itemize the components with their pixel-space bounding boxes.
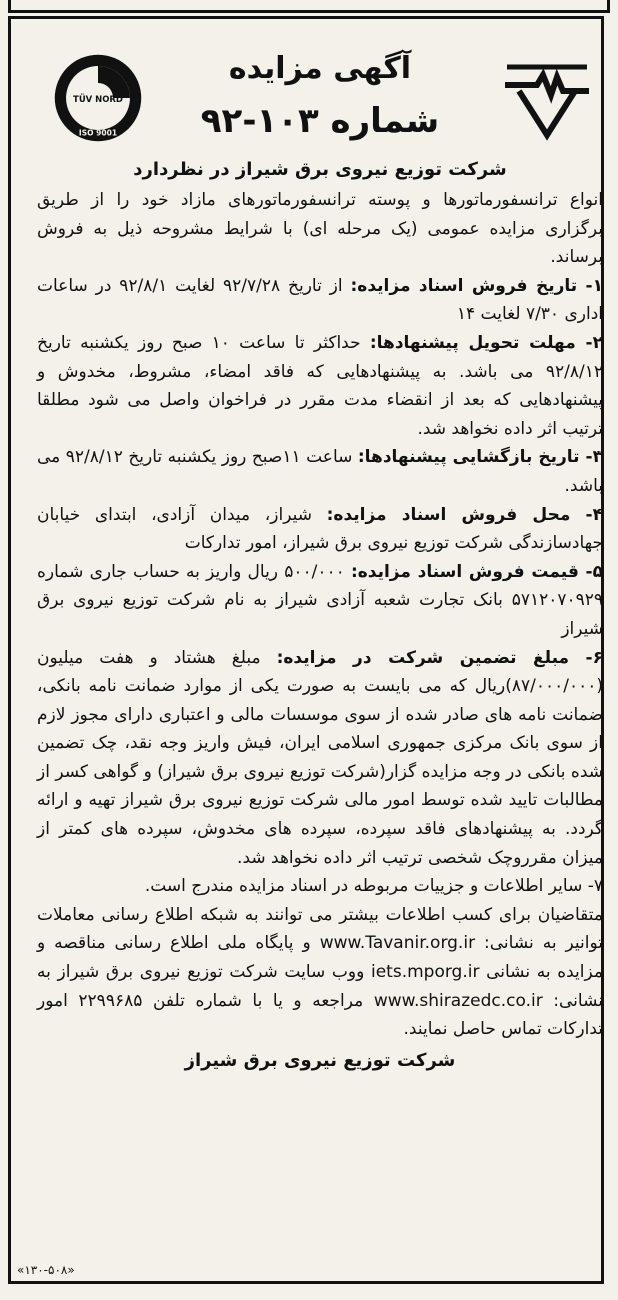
tavanir-emblem-icon bbox=[497, 55, 597, 145]
condition-heading: ۲- مهلت تحویل پیشنهادها: bbox=[369, 332, 603, 353]
condition-item bbox=[37, 872, 603, 901]
condition-heading: ۶- مبلغ تضمین شرکت در مزایده: bbox=[276, 647, 603, 668]
conditions-list bbox=[37, 272, 603, 901]
ad-content bbox=[37, 45, 603, 1071]
ad-header bbox=[37, 45, 603, 157]
condition-text: شیراز، میدان آزادی، ابتدای خیابان جهادسازندگی شرکت توزیع نیروی برق شیراز، امور تدارکات bbox=[37, 504, 603, 554]
condition-item bbox=[37, 558, 603, 644]
condition-heading: ۵- قیمت فروش اسناد مزایده: bbox=[350, 561, 603, 582]
tuv-nord-iso-logo bbox=[51, 51, 145, 145]
condition-text: ساعت ۱۱صبح روز یکشنبه تاریخ ۹۲/۸/۱۲ می باشد. bbox=[37, 447, 603, 496]
ad-frame bbox=[8, 16, 604, 1284]
ad-subtitle: شرکت توزیع نیروی برق شیراز در نظردارد bbox=[133, 159, 507, 180]
condition-text: از تاریخ ۹۲/۷/۲۸ لغایت ۹۲/۸/۱ در ساعات اداری ۷/۳۰ لغایت ۱۴ bbox=[37, 275, 603, 325]
signature: شرکت توزیع نیروی برق شیراز bbox=[184, 1049, 456, 1071]
condition-item bbox=[37, 644, 603, 873]
ad-title: آگهی مزایده bbox=[228, 51, 412, 86]
condition-item bbox=[37, 272, 603, 329]
condition-item bbox=[37, 501, 603, 558]
svg-text:TÜV NORD: TÜV NORD bbox=[73, 93, 123, 104]
condition-heading: ۱- تاریخ فروش اسناد مزایده: bbox=[350, 275, 603, 296]
condition-item bbox=[37, 329, 603, 443]
condition-heading: ۴- محل فروش اسناد مزایده: bbox=[326, 504, 603, 525]
condition-heading: ۳- تاریخ بازگشایی پیشنهادها: bbox=[357, 447, 603, 468]
svg-text:ISO 9001: ISO 9001 bbox=[78, 128, 118, 138]
condition-item bbox=[37, 443, 603, 500]
condition-text: ۷- سایر اطلاعات و جزییات مربوطه در اسناد مزایده مندرج است. bbox=[144, 876, 603, 897]
closing-paragraph: متقاضیان برای کسب اطلاعات بیشتر می توانند به شبکه اطلاع رسانی معاملات توانیر به نشانی: www.Tavanir.org.ir و پایگاه ملی اطلاع رسانی مناقصه و مزایده به نشانی iets.mporg.ir ووب سایت شرکت توزیع نیروی برق شیراز به نشانی: www.shirazedc.co.ir مراجعه و یا با شماره تلفن ۲۲۹۹۶۸۵ امور تدارکات تماس حاصل نمایند. bbox=[37, 904, 603, 1040]
condition-text: مبلغ هشتاد و هفت میلیون (۸۷/۰۰۰/۰۰۰)ریال که می بایست به صورت یکی از موارد ضمانت نامه بانکی، ضمانت نامه های صادر شده از سوی موسسات مالی و اعتباری دارای مجوز لازم از سوی بانک مرکزی جمهوری اسلامی ایران، فیش واریز وجه نقد، چک تضمین شده بانکی در وجه مزایده گزار(شرکت توزیع نیروی برق شیراز) و گواهی کسر از مطالبات تایید شده توسط امور مالی شرکت توزیع نیروی برق شیراز تهیه و ارائه گردد. به پیشنهادهای فاقد سپرده، سپرده های مخدوش، سپرده های کمتر از میزان مقرروچک شخصی ترتیب اثر داده نخواهد شد. bbox=[37, 647, 603, 868]
intro-paragraph: انواع ترانسفورماتورها و پوسته ترانسفورماتورهای مازاد خود را از طریق برگزاری مزایده عمومی (یک مرحله ای) با شرایط مشروحه ذیل به فروش برساند. bbox=[37, 190, 603, 268]
condition-text: ۵۰۰/۰۰۰ ریال واریز به حساب جاری شماره ۵۷۱۲۰۷۰۹۲۹ بانک تجارت شعبه آزادی شیراز به نام شرکت توزیع نیروی برق شیراز bbox=[37, 561, 603, 639]
condition-text: حداکثر تا ساعت ۱۰ صبح روز یکشنبه تاریخ ۹۲/۸/۱۲ می باشد. به پیشنهادهایی که فاقد امضاء، مشروط، مخدوش و پیشنهادهایی که بعد از انقضاء مدت مقرر در فراخوان واصل می شود مطلقا ترتیب اثر داده نخواهد شد. bbox=[37, 332, 603, 439]
top-border bbox=[8, 0, 610, 13]
ad-code: «۱۳۰-۵۰۸» bbox=[17, 1263, 75, 1277]
ad-number: شماره ۱۰۳-۹۲ bbox=[200, 101, 440, 141]
